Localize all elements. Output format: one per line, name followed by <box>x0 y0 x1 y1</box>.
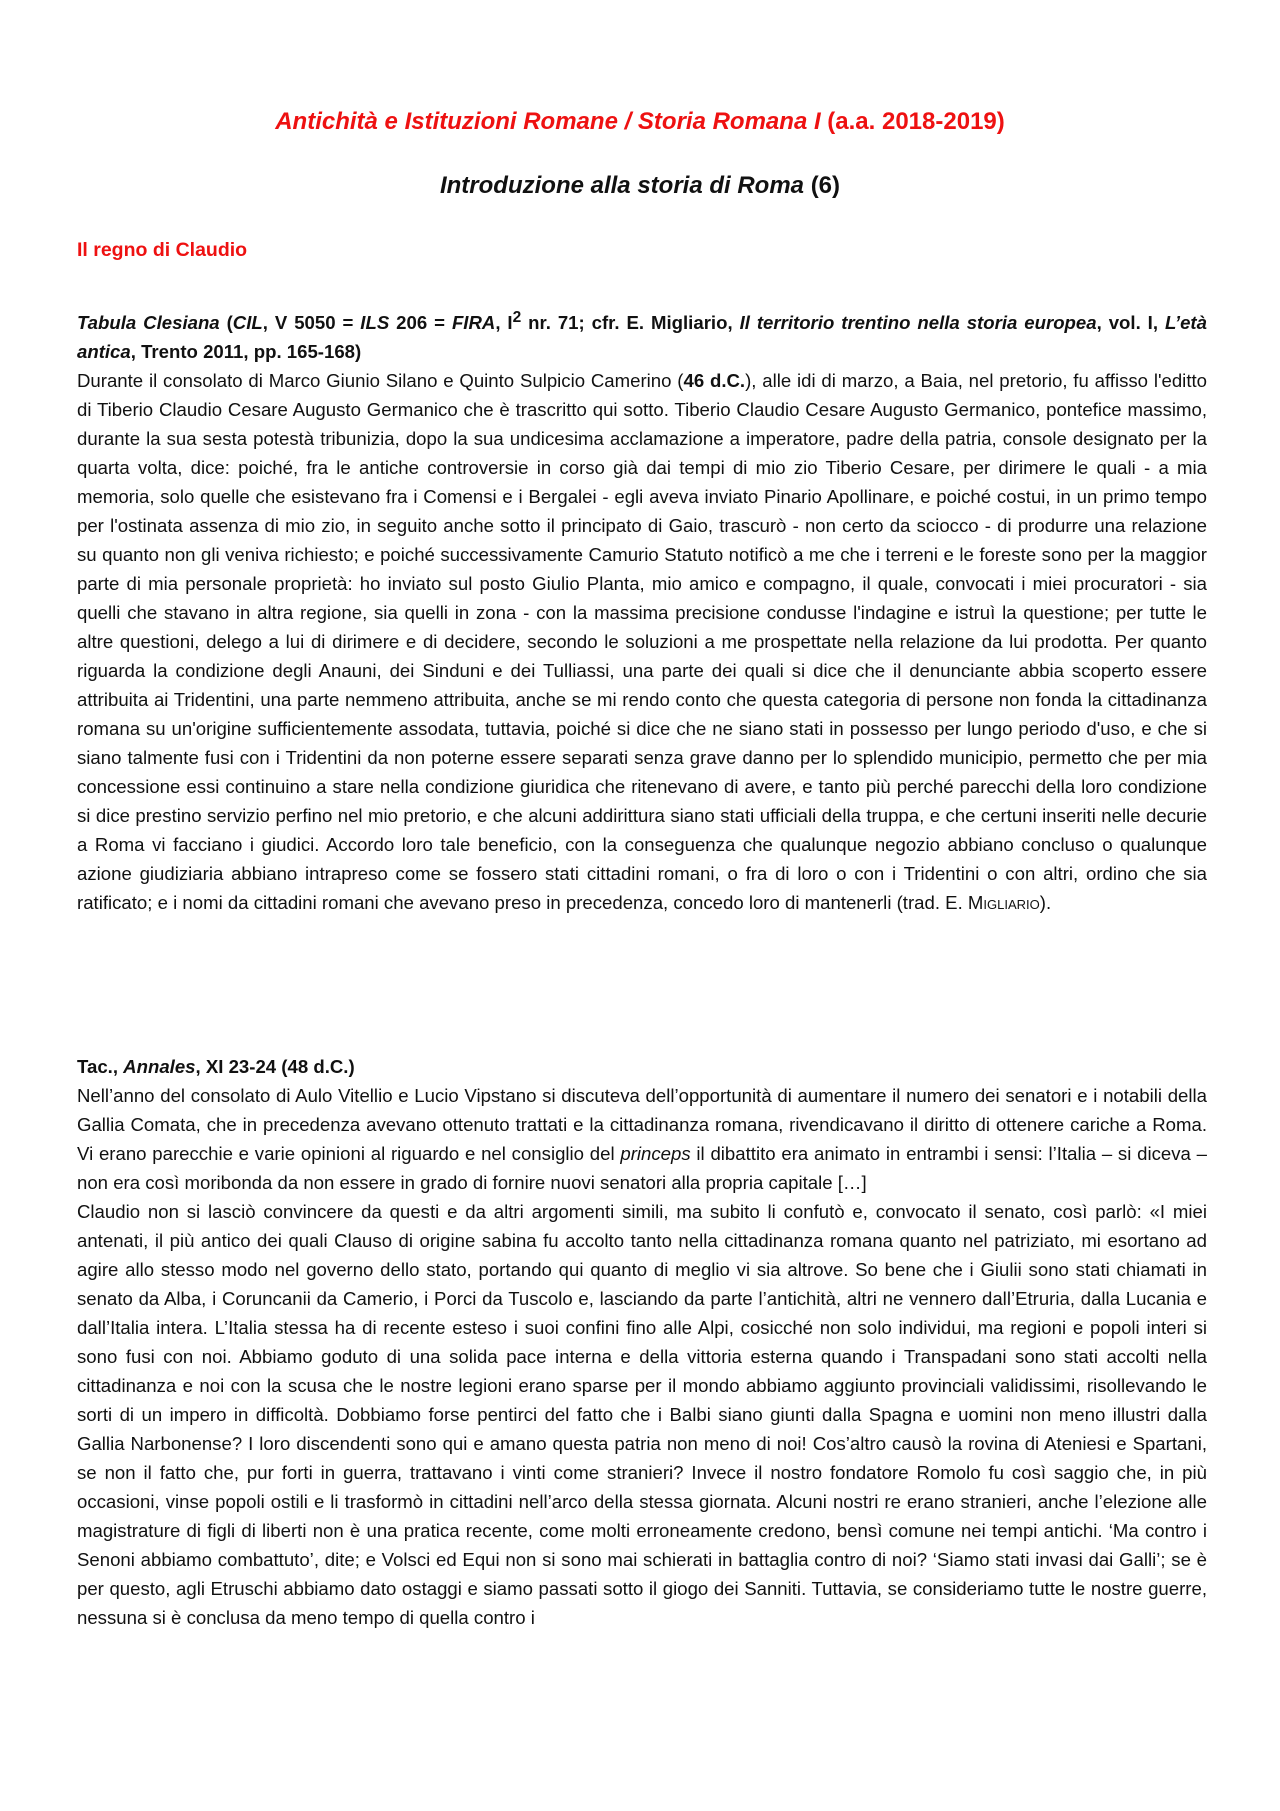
tacitus-paragraph-2: Claudio non si lasciò convincere da questi e da altri argomenti simili, ma subito li confutò e, convocato il senato, così parlò: «I miei antenati, il più antico dei quali Clauso di origine sabina fu accolto tanto nella cittadinanza romana quanto nel patriziato, mi esortano ad agire allo stesso modo nel governo dello stato, portando qui quanto di meglio vi sia altrove. So bene che i Giulii sono stati chiamati in senato da Alba, i Coruncanii da Camerio, i Porci da Tuscolo e, lasciando da parte l’antichità, altri ne vennero dall’Etruria, dalla Lucania e dall’Italia intera. L’Italia stessa ha di recente esteso i suoi confini fino alle Alpi, cosicché non solo individui, ma regioni e popoli interi si sono fusi con noi. Abbiamo goduto di una solida pace interna e della vittoria esterna quando i Transpadani sono stati accolti nella cittadinanza e noi con la scusa che le nostre legioni erano sparse per il mondo abbiamo aggiunto provinciali validissimi, risollevando le sorti di un impero in difficoltà. Dobbiamo forse pentirci del fatto che i Balbi siano giunti dalla Spagna e uomini non meno illustri dalla Gallia Narbonense? I loro discendenti sono qui e amano questa patria non meno di noi! Cos’altro causò la rovina di Ateniesi e Spartani, se non il fatto che, pur forti in guerra, trattavano i vinti come stranieri? Invece il nostro fondatore Romolo fu così saggio che, in più occasioni, vinse popoli ostili e li trasformò in cittadini nell’arco della stessa giornata. Alcuni nostri re erano stranieri, anche l’elezione alle magistrature di figli di liberti non è una pratica recente, come molti erroneamente credono, bensì comune nei tempi antichi. ‘Ma contro i Senoni abbiamo combattuto’, dite; e Volsci ed Equi non si sono mai schierati in battaglia contro di noi? ‘Siamo stati invasi dai Galli’; se è per questo, agli Etruschi abbiamo dato ostaggi e siamo passati sotto il giogo dei Sanniti. Tuttavia, se consideriamo tutte le nostre guerre, nessuna si è conclusa da meno tempo di quella contro i <box>77 1201 1207 1628</box>
lecture-title <box>60 172 1220 200</box>
academic-year: (a.a. 2018-2019) <box>827 108 1005 135</box>
tacitus-paragraph-1: Nell’anno del consolato di Aulo Vitellio e Lucio Vipstano si discuteva dell’opportunità di aumentare il numero dei senatori e i notabili della Gallia Comata, che in precedenza avevano ottenuto trattati e la cittadinanza romana, rivendicavano il diritto di ottenere cariche a Roma. Vi erano parecchie e varie opinioni al riguardo e nel consiglio del princeps il dibattito era animato in entrambi i sensi: l’Italia – si diceva – non era così moribonda da non essere in grado di fornire nuovi senatori alla propria capitale […] <box>77 1085 1207 1193</box>
tacitus-work: Annales <box>123 1056 196 1077</box>
tabula-source-name: Tabula Clesiana <box>77 312 220 334</box>
tabula-translation: Durante il consolato di Marco Giunio Silano e Quinto Sulpicio Camerino (46 d.C.), alle idi di marzo, a Baia, nel pretorio, fu affisso l'editto di Tiberio Claudio Cesare Augusto Germanico che è trascritto qui sotto. Tiberio Claudio Cesare Augusto Germanico, pontefice massimo, durante la sua sesta potestà tribunizia, dopo la sua undicesima acclamazione a imperatore, padre della patria, console designato per la quarta volta, dice: poiché, fra le antiche controversie in corso già dai tempi di mio zio Tiberio Cesare, per dirimere le quali - a mia memoria, solo quelle che esistevano fra i Comensi e i Bergalei - egli aveva inviato Pinario Apollinare, e poiché costui, in un primo tempo per l'ostinata assenza di mio zio, in seguito anche sotto il principato di Gaio, trascurò - non certo da sciocco - di produrre una relazione su quanto non gli veniva richiesto; e poiché successivamente Camurio Statuto notificò a me che i terreni e le foreste sono per la maggior parte di mia personale proprietà: ho inviato sul posto Giulio Planta, mio amico e compagno, il quale, convocati i miei procuratori - sia quelli che stavano in altra regione, sia quelli in zona - con la massima precisione condusse l'indagine e istruì la questione; per tutte le altre questioni, delego a lui di dirimere e di decidere, secondo le soluzioni a me prospettate nella relazione da lui prodotta. Per quanto riguarda la condizione degli Anauni, dei Sinduni e dei Tulliassi, una parte dei quali si dice che il denunciante abbia scoperto essere attribuita ai Tridentini, una parte nemmeno attribuita, anche se mi rendo conto che questa categoria di persone non fonda la cittadinanza romana su un'origine sufficientemente assodata, tuttavia, poiché si dice che ne siano stati in possesso per lungo periodo d'uso, e che si siano talmente fusi con i Tridentini da non poterne essere separati senza grave danno per lo splendido municipio, permetto che per mia concessione essi continuino a stare nella condizione giuridica che ritenevano di avere, e tanto più perché parecchi della loro condizione si dice prestino servizio perfino nel mio pretorio, e che alcuni addirittura siano stati ufficiali della truppa, e che certuni inseriti nelle decurie a Roma vi facciano i giudici. Accordo loro tale beneficio, con la conseguenza che qualunque negozio abbiano concluso o qualunque azione giudiziaria abbiano intrapreso come se fossero stati cittadini romani, o fra di loro o con i Tridentini o con altri, ordino che sia ratificato; e i nomi da cittadini romani che avevano preso in precedenza, concedo loro di mantenerli (trad. E. Migliario). <box>77 370 1207 914</box>
tacitus-block <box>77 1052 1207 1632</box>
lecture-title-text: Introduzione alla storia di Roma <box>439 172 805 199</box>
section-title: Il regno di Claudio <box>77 239 248 261</box>
tacitus-citation: Tac., Annales, XI 23-24 (48 d.C.) <box>77 1056 355 1077</box>
tabula-clesiana-block <box>77 303 1207 917</box>
book-title: Il territorio trentino nella storia europea <box>739 312 1097 334</box>
lecture-number: (6) <box>810 172 841 199</box>
course-title-text: Antichità e Istituzioni Romane / Storia Romana I <box>275 108 821 135</box>
course-title <box>60 108 1220 136</box>
tabula-date: 46 d.C. <box>683 370 746 392</box>
tabula-citation: Tabula Clesiana (CIL, V 5050 = ILS 206 = FIRA, $I^2$ nr. 71; cfr. E. Migliario, Il territorio trentino nella storia europea, vol. I, L’età antica, Trento 2011, pp. 165-168) <box>77 309 1207 363</box>
translator-name: Migliario <box>967 892 1040 914</box>
